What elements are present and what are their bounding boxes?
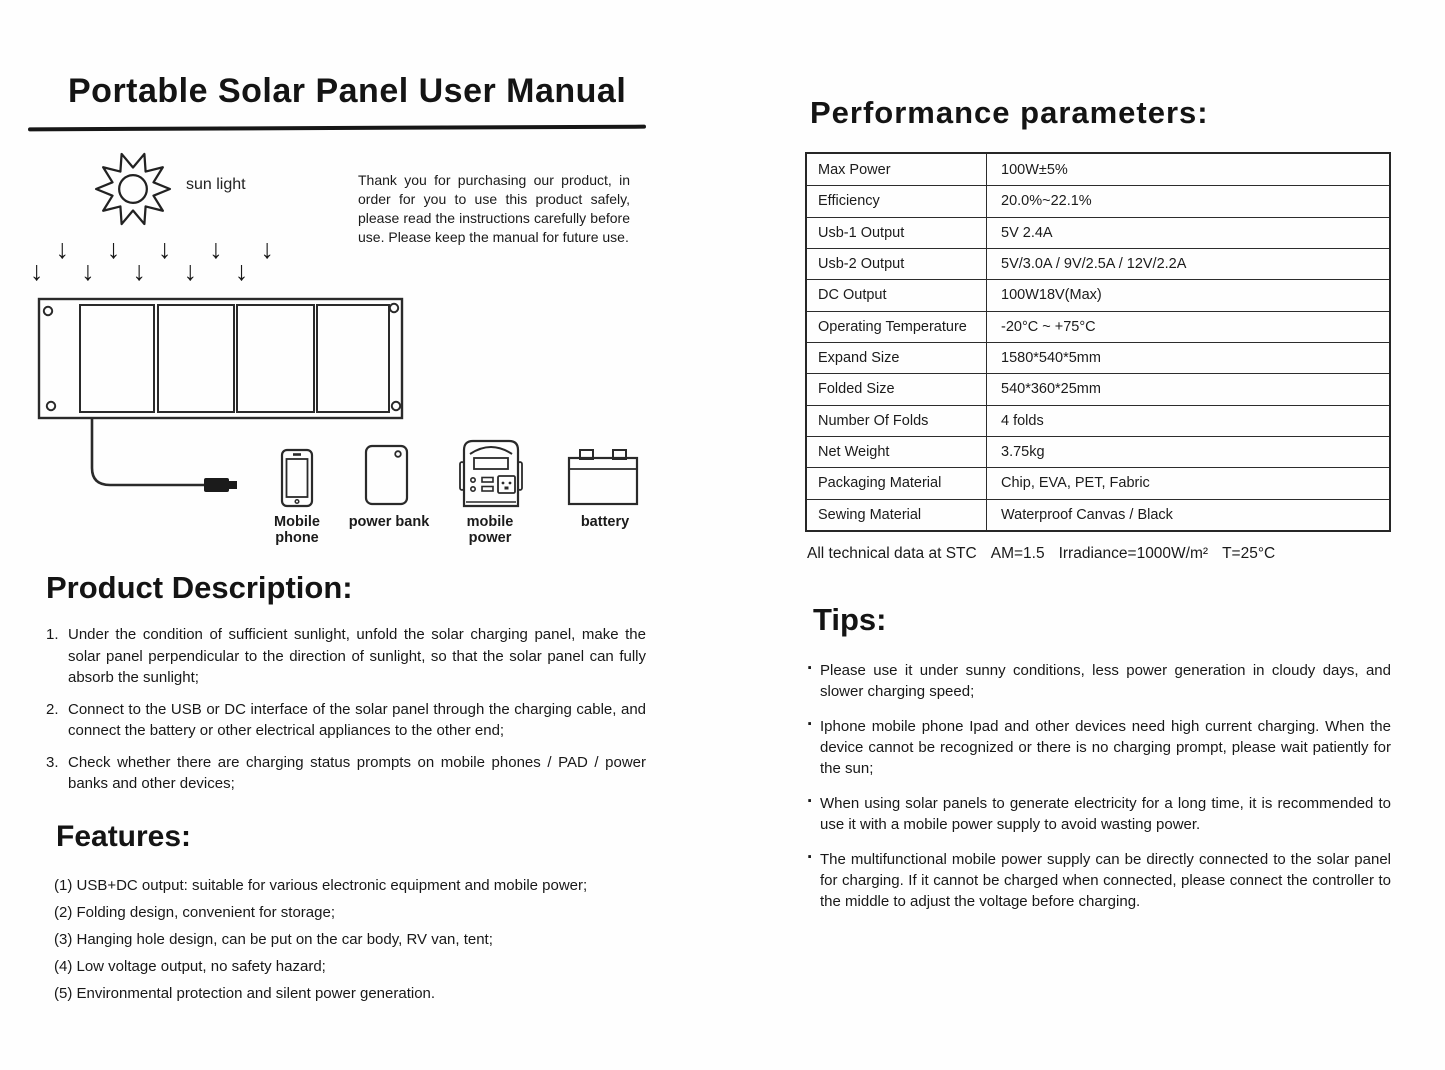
item-number: 2. xyxy=(46,700,59,718)
param-value: 540*360*25mm xyxy=(1001,381,1101,398)
tips-heading: Tips: xyxy=(813,602,887,637)
param-label: Expand Size xyxy=(807,343,987,373)
param-value: 100W±5% xyxy=(1001,161,1068,178)
table-row xyxy=(807,467,1389,498)
stc-note-part: AM=1.5 xyxy=(990,545,1045,562)
sunlight-arrows-icon xyxy=(30,234,274,292)
list-item: (5) Environmental protection and silent power generation. xyxy=(54,985,436,1002)
list-item: (4) Low voltage output, no safety hazard; xyxy=(54,958,326,975)
device-label-power-bank: power bank xyxy=(348,514,430,530)
product-description-heading: Product Description: xyxy=(46,570,353,605)
param-value: 4 folds xyxy=(1001,412,1044,429)
param-value: 1580*540*5mm xyxy=(1001,350,1101,367)
down-arrow-icon: ↓ xyxy=(81,256,95,286)
list-item: (3) Hanging hole design, can be put on the car body, RV van, tent; xyxy=(54,931,493,948)
table-row xyxy=(807,373,1389,404)
tip-text: Iphone mobile phone Ipad and other devices need high current charging. When the device cannot be recognized or there is no charging prompt, please wait patiently for the sun; xyxy=(820,718,1391,777)
tip-text: Please use it under sunny conditions, less power generation in cloudy days, and slower charging speed; xyxy=(820,662,1391,700)
device-label-battery: battery xyxy=(580,514,630,530)
param-value: 5V/3.0A / 9V/2.5A / 12V/2.2A xyxy=(1001,256,1187,273)
tip-text: When using solar panels to generate electricity for a long time, it is recommended to use it with a mobile power supply to avoid wasting power. xyxy=(820,795,1391,833)
stc-note-part: Irradiance=1000W/m² xyxy=(1058,545,1209,562)
param-label: Usb-1 Output xyxy=(807,218,987,248)
power-bank-icon xyxy=(364,444,409,506)
param-value: 5V 2.4A xyxy=(1001,224,1053,241)
tips-list xyxy=(807,660,1391,926)
stc-note-part: All technical data at STC xyxy=(807,545,977,562)
stc-note xyxy=(807,545,1407,563)
features-list xyxy=(54,872,669,1007)
param-value: -20°C ~ +75°C xyxy=(1001,318,1096,335)
bullet-icon: · xyxy=(807,791,814,812)
device-label-mobile-power: mobile power xyxy=(466,514,514,546)
param-label: Folded Size xyxy=(807,374,987,404)
table-row xyxy=(807,311,1389,342)
title-underline xyxy=(28,125,646,132)
bullet-icon: · xyxy=(807,847,814,868)
down-arrow-icon: ↓ xyxy=(234,256,249,286)
down-arrow-icon: ↓ xyxy=(183,256,198,286)
features-heading: Features: xyxy=(56,820,192,853)
list-item: (1) USB+DC output: suitable for various electronic equipment and mobile power; xyxy=(54,877,588,894)
table-row xyxy=(807,436,1389,467)
sun-icon xyxy=(92,148,174,230)
down-arrow-icon: ↓ xyxy=(158,234,172,264)
performance-parameters-table xyxy=(805,152,1391,532)
table-row xyxy=(807,248,1389,279)
down-arrow-icon: ↓ xyxy=(55,234,70,264)
param-value: 3.75kg xyxy=(1001,444,1045,461)
down-arrow-icon: ↓ xyxy=(106,234,121,264)
mobile-phone-icon xyxy=(280,448,314,508)
table-row xyxy=(807,405,1389,436)
param-label: Efficiency xyxy=(807,186,987,216)
item-text: Check whether there are charging status prompts on mobile phones / PAD / power banks and other devices; xyxy=(68,753,646,792)
param-value: 20.0%~22.1% xyxy=(1001,193,1092,210)
param-label: Number Of Folds xyxy=(807,406,987,436)
down-arrow-icon: ↓ xyxy=(132,256,146,286)
param-label: Packaging Material xyxy=(807,468,987,498)
list-item xyxy=(807,660,1391,702)
down-arrow-icon: ↓ xyxy=(209,234,223,264)
list-item xyxy=(807,793,1391,835)
item-number: 3. xyxy=(46,753,59,771)
table-row xyxy=(807,154,1389,185)
list-item xyxy=(46,624,646,689)
table-row xyxy=(807,217,1389,248)
table-row xyxy=(807,185,1389,216)
param-value: Waterproof Canvas / Black xyxy=(1001,506,1173,523)
page-title: Portable Solar Panel User Manual xyxy=(68,72,627,110)
product-description-list xyxy=(46,624,646,805)
param-label: Net Weight xyxy=(807,437,987,467)
param-value: Chip, EVA, PET, Fabric xyxy=(1001,475,1150,492)
item-text: Under the condition of sufficient sunlight, unfold the solar charging panel, make the solar panel perpendicular to the direction of sunlight, so that the solar panel can fully absorb the sunlight; xyxy=(68,626,646,686)
param-label: Max Power xyxy=(807,154,987,185)
bullet-icon: · xyxy=(807,658,814,679)
tip-text: The multifunctional mobile power supply can be directly connected to the solar panel for charging. If it cannot be charged when connected, please connect the controller to the middle to adjust the voltage before charging. xyxy=(820,851,1391,910)
table-row xyxy=(807,279,1389,310)
device-label-mobile-phone: Mobile phone xyxy=(274,514,320,546)
stc-note-part: T=25°C xyxy=(1222,545,1276,562)
param-label: DC Output xyxy=(807,280,987,310)
solar-panel-diagram-icon xyxy=(36,296,408,500)
table-row xyxy=(807,499,1389,530)
down-arrow-icon: ↓ xyxy=(30,256,44,286)
bullet-icon: · xyxy=(807,714,814,735)
list-item xyxy=(807,849,1391,912)
sun-label: sun light xyxy=(186,176,246,193)
list-item xyxy=(46,699,646,742)
param-label: Sewing Material xyxy=(807,500,987,530)
param-label: Operating Temperature xyxy=(807,312,987,342)
param-value: 100W18V(Max) xyxy=(1001,287,1102,304)
table-row xyxy=(807,342,1389,373)
param-label: Usb-2 Output xyxy=(807,249,987,279)
performance-parameters-heading: Performance parameters: xyxy=(810,95,1209,130)
item-text: Connect to the USB or DC interface of the solar panel through the charging cable, and connect the battery or other electrical appliances to the other end; xyxy=(68,700,646,739)
list-item: (2) Folding design, convenient for storage; xyxy=(54,904,335,921)
list-item xyxy=(46,752,646,795)
item-number: 1. xyxy=(46,626,59,643)
battery-icon xyxy=(567,444,639,506)
mobile-power-station-icon xyxy=(452,436,530,510)
down-arrow-icon: ↓ xyxy=(260,234,274,264)
intro-paragraph: Thank you for purchasing our product, in order for you to use this product safely, please read the instructions carefully before use. Please keep the manual for future use. xyxy=(358,172,630,245)
list-item xyxy=(807,716,1391,779)
